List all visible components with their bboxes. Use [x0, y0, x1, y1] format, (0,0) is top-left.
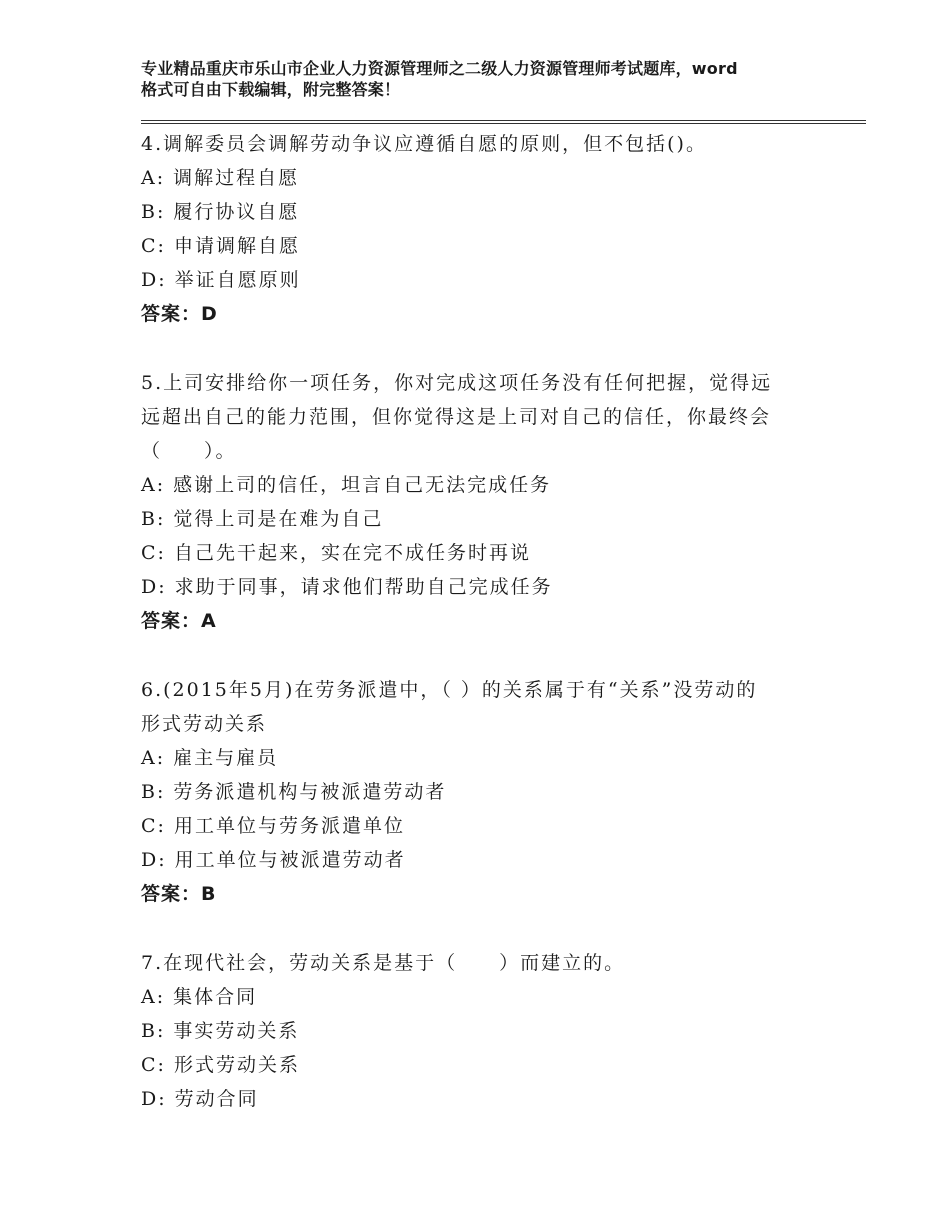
option-d: D: 用工单位与被派遣劳动者: [141, 849, 406, 871]
option-b: B: 事实劳动关系: [141, 1020, 300, 1042]
question-stem: 远超出自己的能力范围，但你觉得这是上司对自己的信任，你最终会: [141, 406, 772, 428]
header-line-1: 专业精品重庆市乐山市企业人力资源管理师之二级人力资源管理师考试题库，word: [141, 59, 738, 78]
option-a: A: 调解过程自愿: [141, 167, 300, 189]
question-4: [141, 127, 821, 331]
option-b: B: 劳务派遣机构与被派遣劳动者: [141, 781, 447, 803]
option-c: C: 申请调解自愿: [141, 235, 300, 257]
option-a: A: 雇主与雇员: [141, 747, 279, 769]
option-c: C: 用工单位与劳务派遣单位: [141, 815, 405, 837]
question-stem: 6.(2015年5月)在劳务派遣中，（ ）的关系属于有“关系”没劳动的: [141, 679, 758, 701]
option-b: B: 履行协议自愿: [141, 201, 300, 223]
option-a: A: 感谢上司的信任，坦言自己无法完成任务: [141, 474, 552, 496]
question-stem: 4.调解委员会调解劳动争议应遵循自愿的原则，但不包括()。: [141, 133, 707, 155]
option-d: D: 求助于同事，请求他们帮助自己完成任务: [141, 576, 553, 598]
option-d: D: 劳动合同: [141, 1088, 259, 1110]
option-a: A: 集体合同: [141, 986, 258, 1008]
answer-line: 答案：B: [141, 883, 217, 905]
question-stem: 5.上司安排给你一项任务，你对完成这项任务没有任何把握，觉得远: [141, 372, 773, 394]
option-b: B: 觉得上司是在难为自己: [141, 508, 384, 530]
answer-line: 答案：D: [141, 303, 218, 325]
header-line-2: 格式可自由下载编辑，附完整答案！: [141, 80, 401, 99]
question-stem: （ ）。: [141, 440, 237, 462]
header-divider: [141, 120, 866, 124]
question-5: [141, 366, 821, 638]
question-6: [141, 673, 821, 911]
option-c: C: 形式劳动关系: [141, 1054, 300, 1076]
question-7: [141, 946, 821, 1116]
question-stem: 形式劳动关系: [141, 713, 268, 735]
option-c: C: 自己先干起来，实在完不成任务时再说: [141, 542, 531, 564]
question-stem: 7.在现代社会，劳动关系是基于（ ）而建立的。: [141, 952, 626, 974]
document-header: [141, 58, 841, 100]
answer-line: 答案：A: [141, 610, 217, 632]
option-d: D: 举证自愿原则: [141, 269, 301, 291]
